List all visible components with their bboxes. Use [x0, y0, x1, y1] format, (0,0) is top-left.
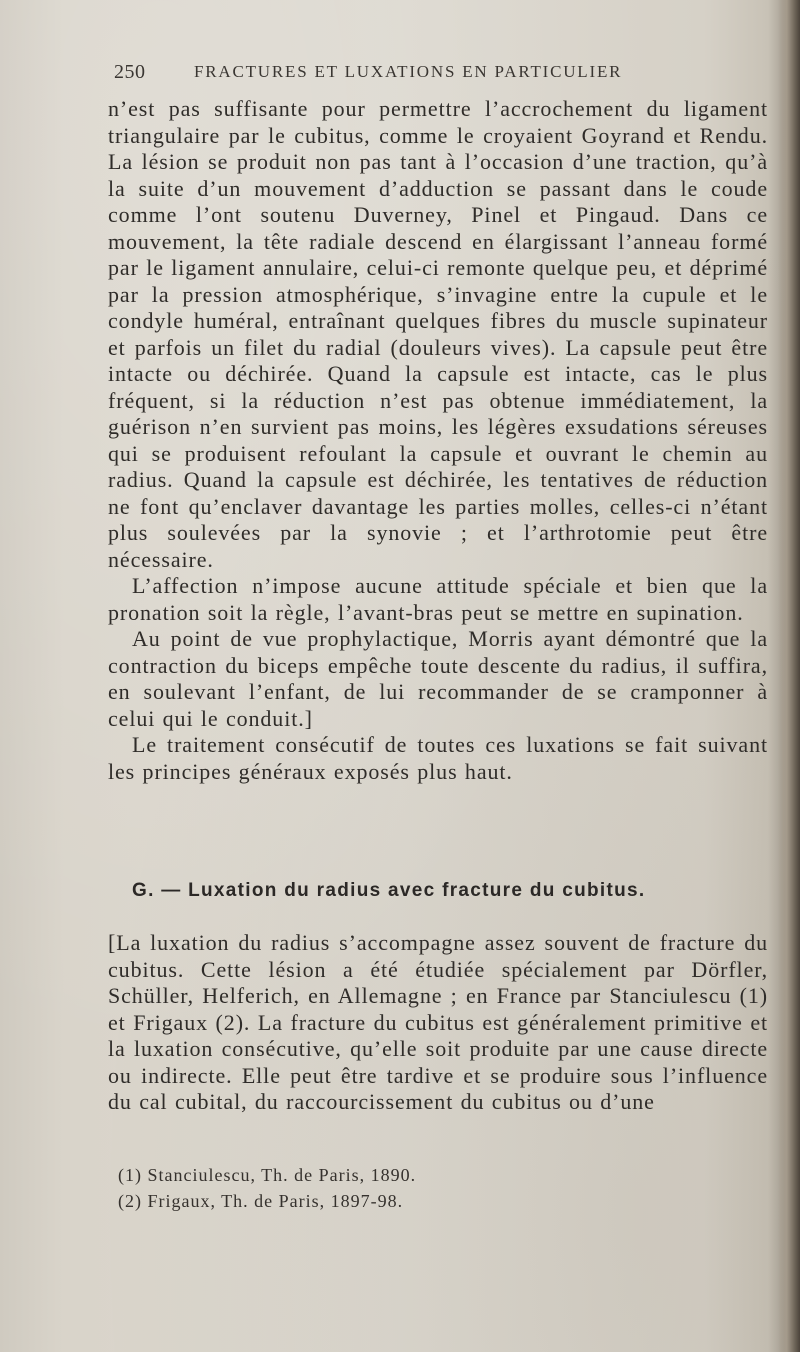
- running-title: FRACTURES ET LUXATIONS EN PARTICULIER: [194, 62, 623, 81]
- footnote-1: (1) Stanciulescu, Th. de Paris, 1890.: [118, 1165, 417, 1185]
- footnote-2: (2) Frigaux, Th. de Paris, 1897-98.: [118, 1191, 404, 1211]
- paragraph-continuation: n’est pas suffisante pour permettre l’accrochement du ligament triangulaire par le cubitus, comme le croyaient Goyrand et Rendu. La lésion se produit non pas tant à l’occasion d’une traction, qu’à la suite d’un mouvement d’adduction se passant dans le coude comme l’ont soutenu Duverney, Pinel et Pingaud. Dans ce mouvement, la tête radiale descend en élargissant l’anneau formé par le ligament annulaire, celui-ci remonte quelque peu, et déprimé par la pression atmosphérique, s’invagine entre la cupule et le condyle huméral, entraînant quelques fibres du muscle supinateur et parfois un filet du radial (douleurs vives). La capsule peut être intacte ou déchirée. Quand la capsule est intacte, cas le plus fréquent, si la réduction n’est pas obtenue immédiatement, la guérison n’en survient pas moins, les légères exsudations séreuses qui se produisent refoulant la capsule et ouvrant le chemin au radius. Quand la capsule est déchirée, les tentatives de réduction ne font qu’enclaver davantage les parties molles, celles-ci n’étant plus soulevées par la synovie ; et l’arthrotomie peut être nécessaire.: [108, 96, 768, 572]
- page-number: 250: [114, 60, 146, 83]
- main-text-block: [108, 96, 768, 785]
- running-header: [114, 58, 704, 86]
- section-heading: G. — Luxation du radius avec fracture du cubitus.: [132, 880, 646, 901]
- footnotes: [118, 1162, 718, 1214]
- paragraph-affection: L’affection n’impose aucune attitude spéciale et bien que la pronation soit la règle, l’avant-bras peut se mettre en supination.: [108, 573, 768, 625]
- section-paragraph: [La luxation du radius s’accompagne assez souvent de fracture du cubitus. Cette lésion a été étudiée spécialement par Dörfler, Schüller, Helferich, en Allemagne ; en France par Stanciulescu (1) et Frigaux (2). La fracture du cubitus est généralement primitive et la luxation consécutive, qu’elle soit produite par une cause directe ou indirecte. Elle peut être tardive et se produire sous l’influence du cal cubital, du raccourcissement du cubitus ou d’une: [108, 930, 768, 1114]
- page-edge-shadow: [778, 0, 800, 1352]
- paragraph-treatment: Le traitement consécutif de toutes ces luxations se fait suivant les principes généraux exposés plus haut.: [108, 732, 768, 784]
- paragraph-prophylaxis: Au point de vue prophylactique, Morris ayant démontré que la contraction du biceps empêche toute descente du radius, il suffira, en soulevant l’enfant, de lui recommander de se cramponner à celui qui le conduit.]: [108, 626, 768, 731]
- section-text-block: [108, 930, 768, 1116]
